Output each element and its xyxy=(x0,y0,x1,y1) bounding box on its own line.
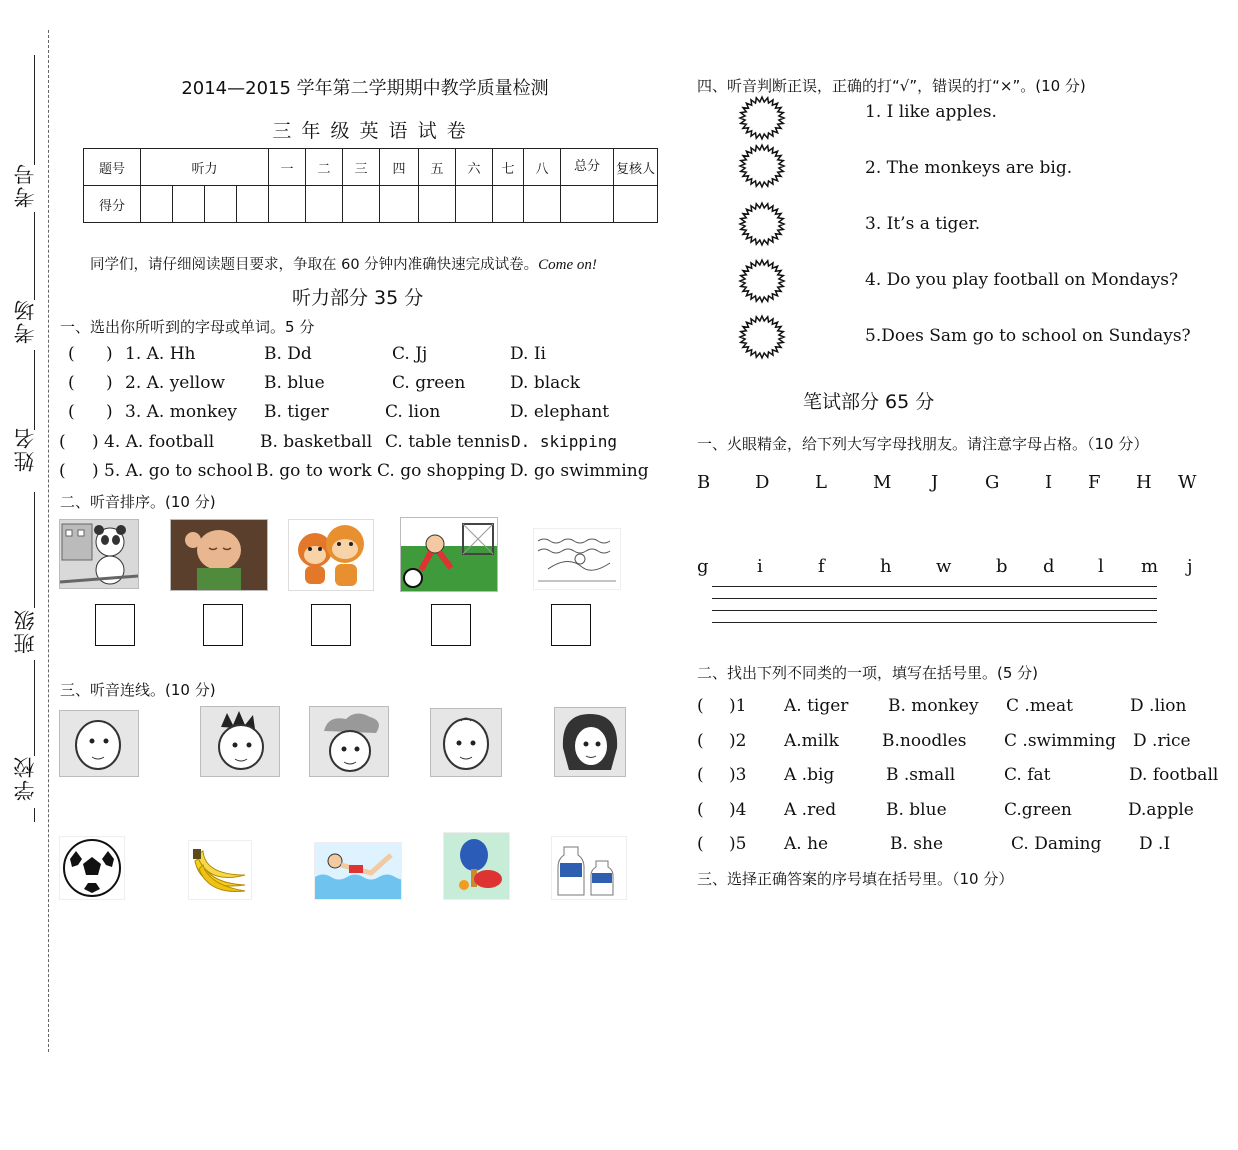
writing-part1-title: 一、火眼精金，给下列大写字母找朋友。请注意字母占格。（10 分） xyxy=(697,435,1149,453)
lowercase-letter[interactable]: i xyxy=(757,556,763,577)
score-cell-5: 五 xyxy=(419,149,456,186)
score-cell-question-no: 题号 xyxy=(84,149,141,186)
uppercase-letter[interactable]: W xyxy=(1178,472,1197,493)
side-line-school xyxy=(34,660,35,756)
score-blank[interactable] xyxy=(380,186,419,223)
score-cell-7: 七 xyxy=(493,149,524,186)
side-label-school: 学校 xyxy=(13,755,37,801)
uppercase-letter[interactable]: I xyxy=(1045,472,1053,493)
option-a: 3. A. monkey xyxy=(125,402,237,422)
score-blank[interactable] xyxy=(524,186,561,223)
answer-paren-open[interactable]: ( xyxy=(697,800,704,820)
option-b: B.noodles xyxy=(882,731,967,751)
answer-circle[interactable] xyxy=(737,314,787,360)
answer-paren-open[interactable]: ( xyxy=(59,432,66,452)
option-a: A .big xyxy=(784,765,835,785)
lowercase-letter[interactable]: b xyxy=(996,556,1008,577)
score-blank[interactable] xyxy=(614,186,658,223)
answer-paren-open[interactable]: ( xyxy=(697,696,704,716)
answer-circle[interactable] xyxy=(737,143,787,189)
option-c: C. Daming xyxy=(1011,834,1102,854)
score-cell-2: 二 xyxy=(306,149,343,186)
score-cell-3: 三 xyxy=(343,149,380,186)
option-b: B. go to work xyxy=(256,461,372,481)
option-d: D .lion xyxy=(1130,696,1187,716)
option-b: B. blue xyxy=(886,800,947,820)
score-blank[interactable] xyxy=(306,186,343,223)
option-b: B .small xyxy=(886,765,956,785)
option-d: D .rice xyxy=(1133,731,1191,751)
grid-line xyxy=(712,586,1157,587)
option-a: 5. A. go to school xyxy=(104,461,253,481)
order-answer-box[interactable] xyxy=(551,604,591,646)
listening-part1-title: 一、选出你所听到的字母或单词。5 分 xyxy=(60,318,315,336)
question-number[interactable]: )1 xyxy=(729,696,747,716)
lowercase-letter[interactable]: d xyxy=(1043,556,1055,577)
question-number[interactable]: )3 xyxy=(729,765,747,785)
score-table-score-row xyxy=(84,186,658,223)
option-c: C. fat xyxy=(1004,765,1051,785)
score-blank[interactable] xyxy=(173,186,205,223)
grid-line xyxy=(712,610,1157,611)
score-blank[interactable] xyxy=(561,186,614,223)
score-cell-1: 一 xyxy=(269,149,306,186)
option-c: C .meat xyxy=(1006,696,1073,716)
option-a: 1. A. Hh xyxy=(125,344,196,364)
two-monkeys-image xyxy=(288,519,374,591)
intro-come-on: Come on! xyxy=(538,257,597,273)
option-b: B. tiger xyxy=(264,402,329,422)
writing-part3-title: 三、选择正确答案的序号填在括号里。（10 分） xyxy=(697,870,1014,888)
option-b: B. Dd xyxy=(264,344,312,364)
score-table xyxy=(83,148,658,223)
answer-paren-open[interactable]: ( xyxy=(68,373,75,393)
binding-dashed-line xyxy=(48,30,49,1052)
writing-heading: 笔试部分 65 分 xyxy=(803,391,935,413)
table-tennis-image xyxy=(443,832,510,900)
side-label-exam-no: 考号 xyxy=(13,162,37,208)
side-line-name xyxy=(34,350,35,430)
uppercase-letter[interactable]: G xyxy=(985,472,1000,493)
option-a: 2. A. yellow xyxy=(125,373,226,393)
grid-line xyxy=(712,622,1157,623)
face-2-image xyxy=(200,706,280,777)
option-d: D. elephant xyxy=(510,402,610,422)
option-d: D. Ii xyxy=(510,344,546,364)
option-d: D. black xyxy=(510,373,581,393)
score-blank[interactable] xyxy=(269,186,306,223)
side-label-class: 班级 xyxy=(13,608,37,654)
question-number[interactable]: )2 xyxy=(729,731,747,751)
listening-part3-title: 三、听音连线。(10 分) xyxy=(60,681,216,699)
side-line-end xyxy=(34,808,35,822)
score-cell-6: 六 xyxy=(456,149,493,186)
answer-paren-open[interactable]: ( xyxy=(697,765,704,785)
order-answer-box[interactable] xyxy=(311,604,351,646)
milk-bottles-image xyxy=(551,836,627,900)
face-5-image xyxy=(554,707,626,777)
score-cell-score-label: 得分 xyxy=(84,186,141,223)
sleeping-baby-image xyxy=(170,519,268,591)
option-b: B. she xyxy=(890,834,944,854)
uppercase-letter[interactable]: J xyxy=(931,472,939,493)
uppercase-letter[interactable]: H xyxy=(1136,472,1152,493)
score-cell-listening: 听力 xyxy=(141,149,269,186)
option-c: C. Jj xyxy=(392,344,428,364)
score-blank[interactable] xyxy=(141,186,173,223)
score-blank[interactable] xyxy=(237,186,269,223)
panda-walking-image xyxy=(59,519,139,589)
order-answer-box[interactable] xyxy=(431,604,471,646)
uppercase-letter[interactable]: D xyxy=(755,472,770,493)
answer-paren-open[interactable]: ( xyxy=(697,834,704,854)
side-label-exam-room: 考场 xyxy=(13,298,37,344)
option-c: C. green xyxy=(392,373,466,393)
uppercase-letter[interactable]: F xyxy=(1088,472,1101,493)
option-d: D. football xyxy=(1129,765,1219,785)
option-c: C. table tennis xyxy=(385,432,510,452)
lowercase-letter[interactable]: h xyxy=(880,556,892,577)
score-cell-8: 八 xyxy=(524,149,561,186)
answer-paren-close[interactable]: ) xyxy=(106,344,113,364)
question-number[interactable]: )5 xyxy=(729,834,747,854)
option-d: D. go swimming xyxy=(510,461,649,481)
listening-part4-title: 四、听音判断正误，正确的打“√”，错误的打“×”。(10 分) xyxy=(697,77,1086,95)
grid-line xyxy=(712,598,1157,599)
option-a: A.milk xyxy=(784,731,839,751)
option-a: A. he xyxy=(784,834,829,854)
side-line-exam-room xyxy=(34,212,35,300)
judge-item-3: 3. It’s a tiger. xyxy=(865,214,981,234)
answer-paren-open[interactable]: ( xyxy=(697,731,704,751)
option-b: B. blue xyxy=(264,373,325,393)
judge-item-2: 2. The monkeys are big. xyxy=(865,158,1073,178)
uppercase-letter[interactable]: B xyxy=(697,472,711,493)
score-blank[interactable] xyxy=(493,186,524,223)
lowercase-letter[interactable]: m xyxy=(1141,556,1159,577)
score-blank[interactable] xyxy=(419,186,456,223)
option-b: B. monkey xyxy=(888,696,979,716)
score-cell-total: 总分 xyxy=(561,149,614,186)
score-blank[interactable] xyxy=(456,186,493,223)
face-1-image xyxy=(59,710,139,777)
writing-part2-title: 二、找出下列不同类的一项，填写在括号里。(5 分) xyxy=(697,664,1039,682)
exam-subtitle: 三 年 级 英 语 试 卷 xyxy=(272,120,468,142)
listening-part2-title: 二、听音排序。(10 分) xyxy=(60,493,216,511)
lowercase-letter[interactable]: w xyxy=(936,556,952,577)
option-d: D. skipping xyxy=(511,432,617,451)
exam-title: 2014—2015 学年第二学期期中教学质量检测 xyxy=(181,78,549,99)
swimming-sketch-image xyxy=(533,528,621,590)
judge-item-1: 1. I like apples. xyxy=(865,102,997,122)
football-image xyxy=(59,836,125,900)
score-cell-4: 四 xyxy=(380,149,419,186)
answer-paren-open[interactable]: ( xyxy=(59,461,66,481)
judge-item-5: 5.Does Sam go to school on Sundays? xyxy=(865,326,1191,346)
swimmer-image xyxy=(314,842,402,900)
answer-paren-open[interactable]: ( xyxy=(68,402,75,422)
face-3-image xyxy=(309,706,389,777)
order-answer-box[interactable] xyxy=(203,604,243,646)
order-answer-box[interactable] xyxy=(95,604,135,646)
judge-item-4: 4. Do you play football on Mondays? xyxy=(865,270,1179,290)
option-d: D .I xyxy=(1139,834,1171,854)
answer-paren-close[interactable]: ) xyxy=(92,432,99,452)
option-c: C. go shopping xyxy=(377,461,506,481)
lowercase-letter[interactable]: l xyxy=(1098,556,1104,577)
intro-sentence: 同学们，请仔细阅读题目要求，争取在 60 分钟内准确快速完成试卷。 xyxy=(90,257,539,273)
side-label-name: 姓名 xyxy=(13,426,37,472)
side-line-exam-no xyxy=(34,55,35,165)
answer-circle[interactable] xyxy=(737,95,787,141)
option-c: C.green xyxy=(1004,800,1072,820)
score-blank[interactable] xyxy=(205,186,237,223)
score-blank[interactable] xyxy=(343,186,380,223)
answer-circle[interactable] xyxy=(737,201,787,247)
answer-paren-open[interactable]: ( xyxy=(68,344,75,364)
bananas-image xyxy=(188,840,252,900)
option-b: B. basketball xyxy=(260,432,373,452)
uppercase-letter[interactable]: L xyxy=(815,472,827,493)
option-c: C .swimming xyxy=(1004,731,1117,751)
boy-playing-football-image xyxy=(400,517,498,592)
side-line-class xyxy=(34,492,35,608)
option-a: 4. A. football xyxy=(104,432,215,452)
option-a: A. tiger xyxy=(784,696,849,716)
option-a: A .red xyxy=(784,800,837,820)
lowercase-letter[interactable]: j xyxy=(1187,556,1193,577)
answer-paren-close[interactable]: ) xyxy=(106,373,113,393)
answer-paren-close[interactable]: ) xyxy=(106,402,113,422)
score-cell-reviewer: 复核人 xyxy=(614,149,658,186)
score-table-header-row xyxy=(84,149,658,186)
lowercase-letter[interactable]: g xyxy=(697,556,709,577)
uppercase-letter[interactable]: M xyxy=(873,472,892,493)
face-4-image xyxy=(430,708,502,777)
answer-paren-close[interactable]: ) xyxy=(92,461,99,481)
option-c: C. lion xyxy=(385,402,441,422)
lowercase-letter[interactable]: f xyxy=(818,556,825,577)
listening-heading: 听力部分 35 分 xyxy=(292,287,424,309)
intro-text xyxy=(90,253,597,274)
answer-circle[interactable] xyxy=(737,258,787,304)
option-d: D.apple xyxy=(1128,800,1194,820)
question-number[interactable]: )4 xyxy=(729,800,747,820)
